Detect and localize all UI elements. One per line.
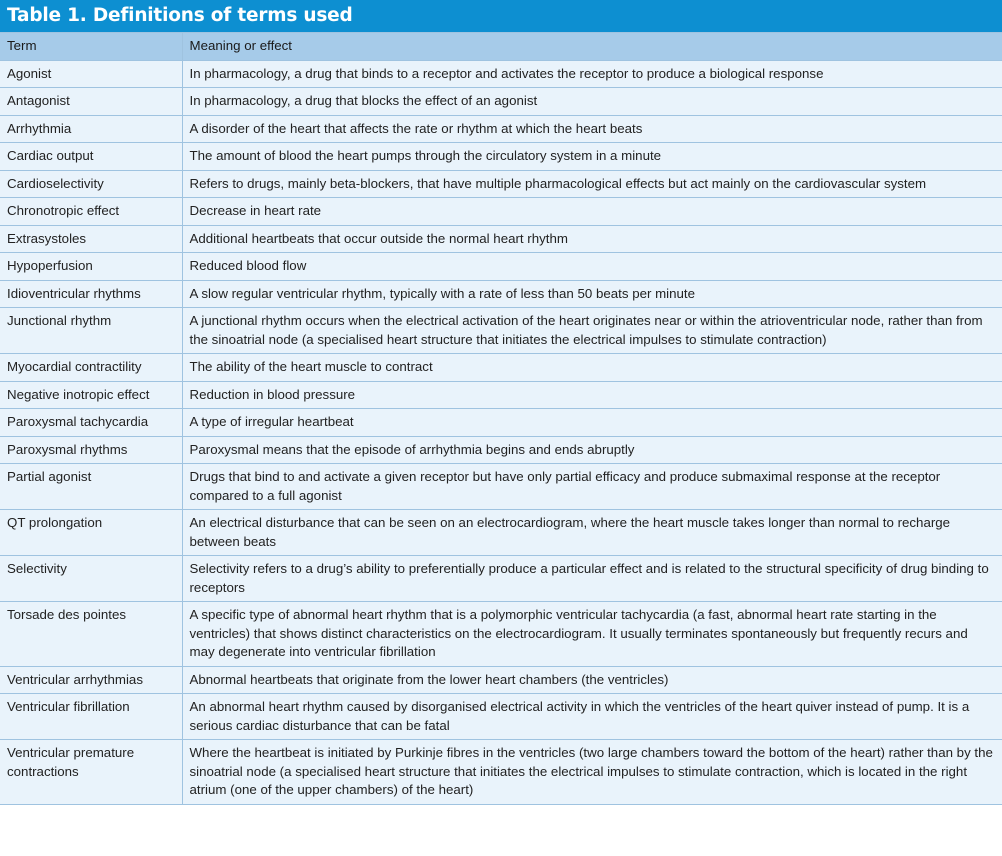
definitions-table xyxy=(0,32,1002,805)
meaning-cell: Drugs that bind to and activate a given receptor but have only partial efficacy and produce submaximal response at the receptor compared to a full agonist xyxy=(182,464,1002,510)
term-cell: Ventricular fibrillation xyxy=(0,694,182,740)
term-cell: Arrhythmia xyxy=(0,115,182,143)
table-row xyxy=(0,694,1002,740)
term-cell: Chronotropic effect xyxy=(0,198,182,226)
meaning-cell: Refers to drugs, mainly beta-blockers, that have multiple pharmacological effects but act mainly on the cardiovascular system xyxy=(182,170,1002,198)
meaning-cell: In pharmacology, a drug that blocks the effect of an agonist xyxy=(182,88,1002,116)
term-cell: Cardioselectivity xyxy=(0,170,182,198)
table-row xyxy=(0,464,1002,510)
term-cell: Extrasystoles xyxy=(0,225,182,253)
term-cell: Selectivity xyxy=(0,556,182,602)
meaning-cell: A junctional rhythm occurs when the electrical activation of the heart originates near or within the atrioventricular node, rather than from the sinoatrial node (a specialised heart structure that initiates the electrical impulses to stimulate contraction) xyxy=(182,308,1002,354)
term-cell: Agonist xyxy=(0,60,182,88)
column-header-meaning: Meaning or effect xyxy=(182,33,1002,61)
table-row xyxy=(0,381,1002,409)
table-header-row xyxy=(0,33,1002,61)
term-cell: Paroxysmal tachycardia xyxy=(0,409,182,437)
meaning-cell: A specific type of abnormal heart rhythm that is a polymorphic ventricular tachycardia (a fast, abnormal heart rate starting in the ventricles) that shows distinct characteristics on the electrocardiogram. It usually terminates spontaneously but frequently recurs and may degenerate into ventricular fibrillation xyxy=(182,602,1002,667)
term-cell: Ventricular arrhythmias xyxy=(0,666,182,694)
term-cell: Idioventricular rhythms xyxy=(0,280,182,308)
table-row xyxy=(0,602,1002,667)
meaning-cell: A type of irregular heartbeat xyxy=(182,409,1002,437)
term-cell: Ventricular premature contractions xyxy=(0,740,182,805)
meaning-cell: Where the heartbeat is initiated by Purkinje fibres in the ventricles (two large chambers toward the bottom of the heart) rather than by the sinoatrial node (a specialised heart structure that initiates the electrical impulses to stimulate contraction, which is located in the right atrium (one of the upper chambers) of the heart) xyxy=(182,740,1002,805)
term-cell: Negative inotropic effect xyxy=(0,381,182,409)
table-row xyxy=(0,225,1002,253)
meaning-cell: Additional heartbeats that occur outside the normal heart rhythm xyxy=(182,225,1002,253)
table-row xyxy=(0,280,1002,308)
meaning-cell: Decrease in heart rate xyxy=(182,198,1002,226)
table-row xyxy=(0,170,1002,198)
table-row xyxy=(0,143,1002,171)
table-row xyxy=(0,556,1002,602)
table-row xyxy=(0,60,1002,88)
meaning-cell: Abnormal heartbeats that originate from the lower heart chambers (the ventricles) xyxy=(182,666,1002,694)
term-cell: Hypoperfusion xyxy=(0,253,182,281)
table-body xyxy=(0,60,1002,804)
table-row xyxy=(0,409,1002,437)
term-cell: QT prolongation xyxy=(0,510,182,556)
meaning-cell: The ability of the heart muscle to contract xyxy=(182,354,1002,382)
table-row xyxy=(0,510,1002,556)
table-row xyxy=(0,88,1002,116)
table-row xyxy=(0,198,1002,226)
table-row xyxy=(0,115,1002,143)
meaning-cell: Reduced blood flow xyxy=(182,253,1002,281)
column-header-term: Term xyxy=(0,33,182,61)
table-row xyxy=(0,666,1002,694)
term-cell: Partial agonist xyxy=(0,464,182,510)
meaning-cell: The amount of blood the heart pumps through the circulatory system in a minute xyxy=(182,143,1002,171)
term-cell: Torsade des pointes xyxy=(0,602,182,667)
table-row xyxy=(0,436,1002,464)
meaning-cell: Reduction in blood pressure xyxy=(182,381,1002,409)
meaning-cell: Selectivity refers to a drug’s ability to preferentially produce a particular effect and is related to the structural specificity of drug binding to receptors xyxy=(182,556,1002,602)
table-row xyxy=(0,740,1002,805)
term-cell: Junctional rhythm xyxy=(0,308,182,354)
table-row xyxy=(0,308,1002,354)
meaning-cell: Paroxysmal means that the episode of arrhythmia begins and ends abruptly xyxy=(182,436,1002,464)
table-title: Table 1. Definitions of terms used xyxy=(0,0,1002,32)
table-row xyxy=(0,354,1002,382)
meaning-cell: In pharmacology, a drug that binds to a receptor and activates the receptor to produce a biological response xyxy=(182,60,1002,88)
term-cell: Paroxysmal rhythms xyxy=(0,436,182,464)
term-cell: Antagonist xyxy=(0,88,182,116)
meaning-cell: An electrical disturbance that can be seen on an electrocardiogram, where the heart muscle takes longer than normal to recharge between beats xyxy=(182,510,1002,556)
term-cell: Myocardial contractility xyxy=(0,354,182,382)
meaning-cell: A disorder of the heart that affects the rate or rhythm at which the heart beats xyxy=(182,115,1002,143)
meaning-cell: A slow regular ventricular rhythm, typically with a rate of less than 50 beats per minute xyxy=(182,280,1002,308)
table-row xyxy=(0,253,1002,281)
term-cell: Cardiac output xyxy=(0,143,182,171)
meaning-cell: An abnormal heart rhythm caused by disorganised electrical activity in which the ventricles of the heart quiver instead of pump. It is a serious cardiac disturbance that can be fatal xyxy=(182,694,1002,740)
